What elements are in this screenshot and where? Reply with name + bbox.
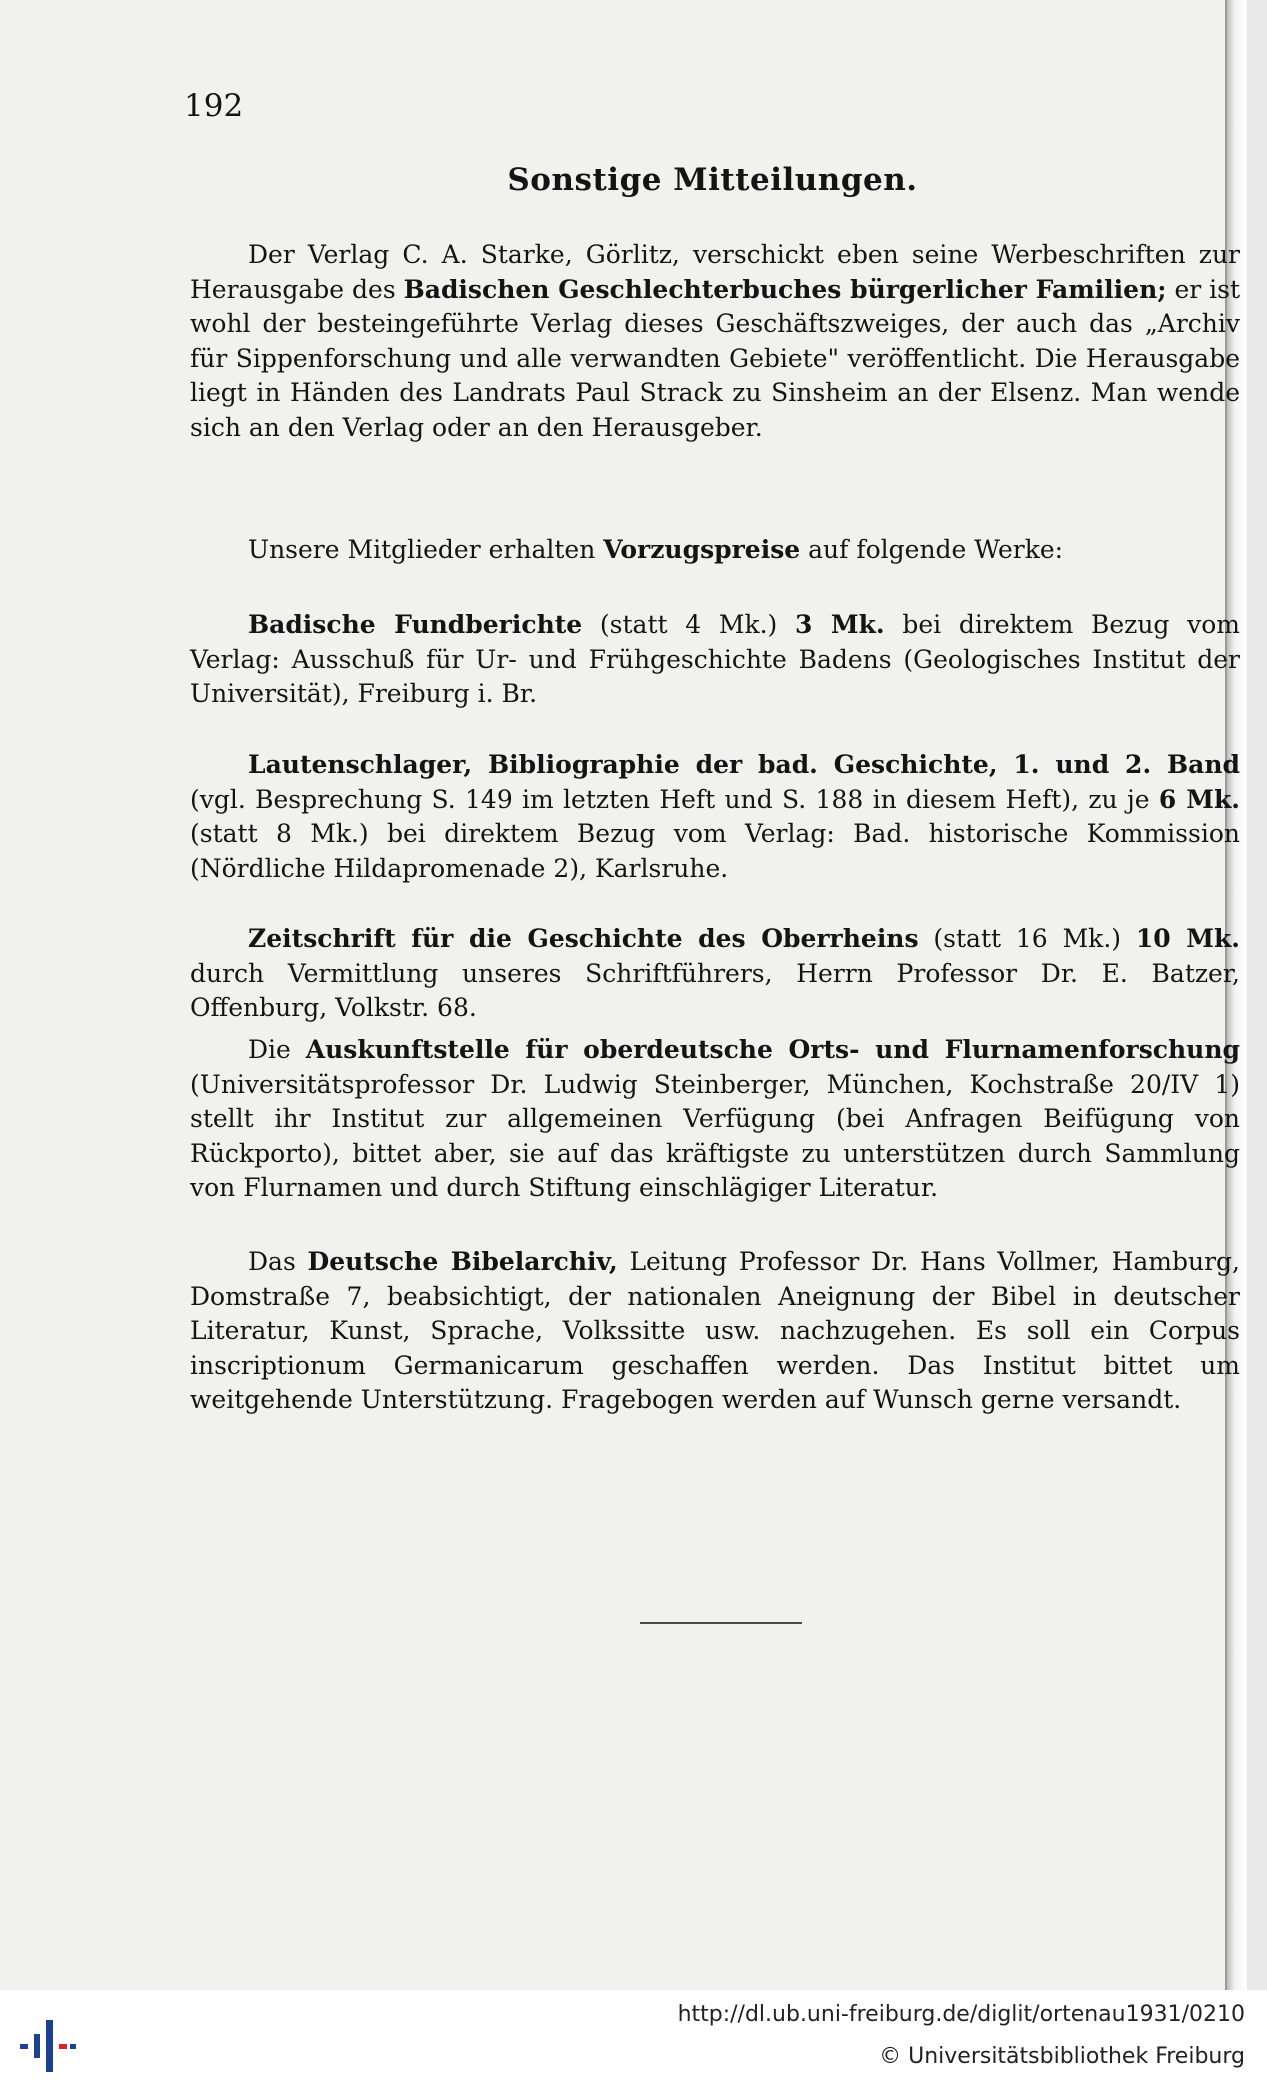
bold-title: Deutsche Bibelarchiv, [307, 1247, 618, 1276]
bold-title: Auskunftstelle für oberdeutsche Orts- und Flurnamenforschung [305, 1035, 1240, 1064]
ub-freiburg-logo-icon [14, 2012, 78, 2072]
paragraph-lautenschlager [190, 748, 1240, 886]
bold-title: Badischen Geschlechterbuches bürgerlicher Familien; [403, 274, 1167, 304]
paragraph-vorzugspreise [190, 533, 1240, 568]
paragraph-fundberichte [190, 608, 1240, 712]
bold-title: Vorzugspreise [603, 535, 801, 564]
price: 6 Mk. [1158, 784, 1240, 814]
paragraph-verlag-starke [190, 238, 1240, 445]
copyright-text: © Universitätsbibliothek Freiburg [879, 2044, 1245, 2069]
paragraph-text: (statt 8 Mk.) bei direktem Bezug vom Verlag: Bad. historische Kommission (Nördliche Hildapromenade 2), Karlsruhe. [190, 819, 1240, 883]
paragraph-text: bei direktem Bezug vom Verlag: Ausschuß für Ur- und Frühgeschichte Badens (Geologisches Institut der Universität), Freiburg i. Br. [190, 610, 1241, 708]
page-number: 192 [184, 88, 244, 124]
bold-title: Badische Fundberichte [248, 610, 583, 639]
section-heading: Sonstige Mitteilungen. [507, 162, 918, 198]
paragraph-zeitschrift-oberrhein [190, 922, 1240, 1026]
paragraph-text: er ist wohl der besteingeführte Verlag dieses Geschäftszweiges, der auch das „Archiv für Sippenforschung und alle verwandten Gebiete" veröffentlicht. Die Herausgabe liegt in Händen des Landrats Paul Strack zu Sinsheim an der Elsenz. Man wende sich an den Verlag oder an den Herausgeber. [190, 274, 1241, 442]
paragraph-text: Der Verlag C. A. Starke, Görlitz, verschickt eben seine Werbeschriften zur Herausgabe des [190, 240, 1240, 304]
paragraph-bibelarchiv [190, 1245, 1240, 1418]
paragraph-text: durch Vermittlung unseres Schriftführers, Herrn Professor Dr. E. Batzer, Offenburg, Volkstr. 68. [190, 958, 1240, 1022]
paragraph-text: (statt 4 Mk.) [599, 610, 778, 639]
paragraph-text: Leitung Professor Dr. Hans Vollmer, Hamburg, Domstraße 7, beabsichtigt, der nationalen Aneignung der Bibel in deutscher Literatur, Kunst, Sprache, Volkssitte usw. nachzugehen. Es soll ein Corpus inscriptionum Germanicarum geschaffen werden. Das Institut bittet um weitgehende Unterstützung. Fragebogen werden auf Wunsch gerne versandt. [190, 1247, 1240, 1414]
paragraph-text: (statt 16 Mk.) [933, 924, 1122, 953]
bold-title: Lautenschlager, Bibliographie der bad. Geschichte, 1. und 2. Band [248, 750, 1240, 779]
paragraph-text: Die [248, 1035, 291, 1064]
bold-title: Zeitschrift für die Geschichte des Oberrheins [248, 924, 919, 953]
price: 3 Mk. [795, 610, 885, 639]
price: 10 Mk. [1135, 924, 1240, 953]
source-url-link[interactable]: http://dl.ub.uni-freiburg.de/diglit/ortenau1931/0210 [677, 2002, 1245, 2027]
end-rule [640, 1622, 802, 1624]
paragraph-text: (Universitätsprofessor Dr. Ludwig Steinberger, München, Kochstraße 20/IV 1) stellt ihr Institut zur allgemeinen Verfügung (bei Anfragen Beifügung von Rückporto), bittet aber, sie auf das kräftigste zu unterstützen durch Sammlung von Flurnamen und durch Stiftung einschlägiger Literatur. [190, 1069, 1240, 1202]
paragraph-text: Unsere Mitglieder erhalten [248, 535, 596, 564]
paragraph-text: Das [248, 1247, 296, 1276]
paragraph-text: auf folgende Werke: [808, 535, 1064, 564]
paragraph-auskunftstelle [190, 1033, 1240, 1206]
paragraph-text: (vgl. Besprechung S. 149 im letzten Heft und S. 188 in diesem Heft), zu je [190, 784, 1150, 814]
